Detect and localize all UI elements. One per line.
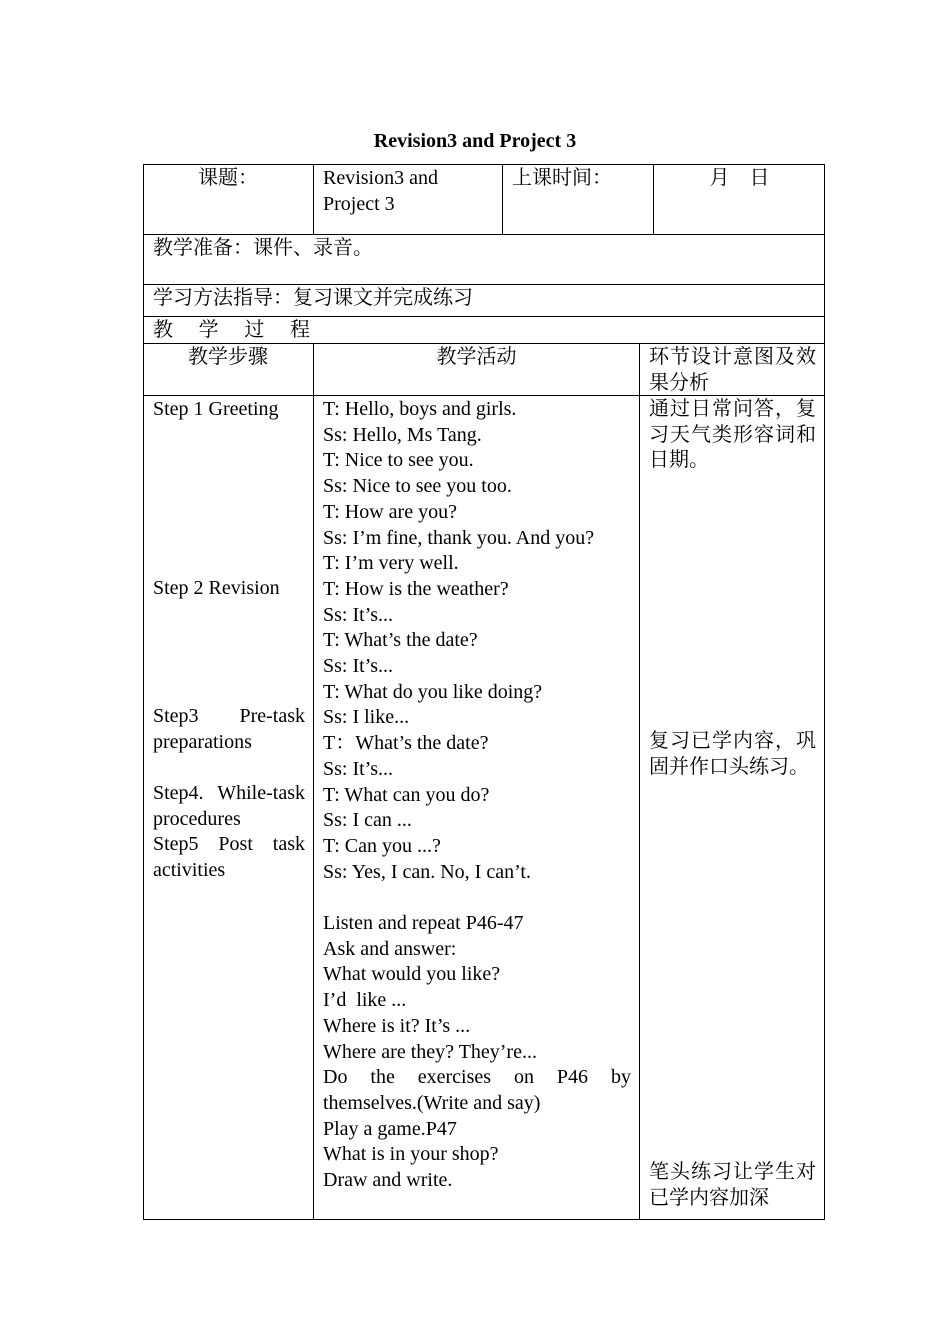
step-while-task: Step4. While-task procedures — [153, 782, 305, 830]
col-divider — [502, 164, 503, 234]
teaching-process-heading — [153, 318, 310, 343]
topic-label: 课题： — [198, 167, 258, 189]
activity-line: Listen and repeat P46-47 — [323, 912, 524, 935]
activity-line: What is in your shop? — [323, 1143, 499, 1166]
activity-line: T: Nice to see you. — [323, 449, 474, 472]
row-divider — [143, 343, 825, 344]
activity-line: Draw and write. — [323, 1169, 453, 1192]
step-greeting: Step 1 Greeting — [153, 398, 279, 420]
activity-line: T: How are you? — [323, 500, 457, 523]
activity-line: T: Hello, boys and girls. — [323, 398, 517, 420]
activity-line: Ss: It’s... — [323, 757, 394, 780]
time-label: 上课时间： — [512, 167, 612, 189]
document-title: Revision3 and Project 3 — [373, 130, 577, 152]
process-char: 学 — [198, 319, 219, 341]
col-divider — [639, 343, 640, 1220]
activity-line: Ask and answer: — [323, 937, 457, 960]
step-pre-task: Step3 Pre-task preparations — [153, 705, 305, 753]
day-label: 日 — [749, 167, 770, 189]
activity-line: Ss: Nice to see you too. — [323, 475, 512, 498]
activity-line: Ss: Yes, I can. No, I can’t. — [323, 860, 531, 883]
study-method: 学习方法指导：复习课文并完成练习 — [153, 287, 473, 309]
analysis-note-revision: 复习已学内容，巩固并作口头练习。 — [649, 730, 816, 778]
analysis-column-header: 环节设计意图及效果分析 — [649, 346, 816, 394]
activity-line: T: I’m very well. — [323, 552, 459, 575]
activity-line: T: What’s the date? — [323, 629, 478, 652]
activity-line: T: Can you ...? — [323, 834, 441, 857]
activity-line: T: What can you do? — [323, 783, 490, 806]
activity-line: Ss: I can ... — [323, 809, 412, 832]
activity-line: Ss: I’m fine, thank you. And you? — [323, 526, 595, 549]
activity-line: Ss: I like... — [323, 706, 410, 729]
activity-line: Ss: It’s... — [323, 655, 394, 678]
col-divider — [313, 164, 314, 234]
activity-line: Play a game.P47 — [323, 1117, 457, 1140]
activity-line: Ss: Hello, Ms Tang. — [323, 423, 482, 446]
time-value — [654, 166, 825, 192]
activity-line: Ss: It’s... — [323, 603, 394, 626]
process-char: 教 — [153, 319, 173, 341]
col-divider — [313, 343, 314, 1220]
activities-list — [323, 397, 631, 1194]
row-divider — [143, 316, 825, 317]
topic-value: Revision3 and Project 3 — [323, 167, 438, 215]
activity-line: Where is it? It’s ... — [323, 1014, 471, 1037]
teaching-preparation: 教学准备：课件、录音。 — [153, 237, 373, 259]
activity-line: Do the exercises on P46 by themselves.(Write and say) — [323, 1066, 631, 1114]
activity-line: T: How is the weather? — [323, 577, 509, 600]
activity-line: I’d like ... — [323, 989, 407, 1012]
step-post-task: Step5 Post task activities — [153, 833, 305, 881]
activity-line: T：What’s the date? — [323, 732, 489, 755]
step-revision: Step 2 Revision — [153, 577, 280, 599]
analysis-note-practice: 笔头练习让学生对已学内容加深 — [649, 1161, 816, 1209]
month-label: 月 — [709, 167, 730, 189]
activity-line: Where are they? They’re... — [323, 1040, 537, 1063]
activity-line: T: What do you like doing? — [323, 680, 543, 703]
process-char: 程 — [289, 319, 310, 341]
steps-column-header: 教学步骤 — [188, 346, 268, 368]
row-divider — [143, 234, 825, 235]
analysis-note-greeting: 通过日常问答，复习天气类形容词和日期。 — [649, 398, 816, 472]
row-divider — [143, 284, 825, 285]
activities-column-header: 教学活动 — [436, 346, 517, 368]
process-char: 过 — [244, 319, 265, 341]
activity-line: What would you like? — [323, 963, 501, 986]
